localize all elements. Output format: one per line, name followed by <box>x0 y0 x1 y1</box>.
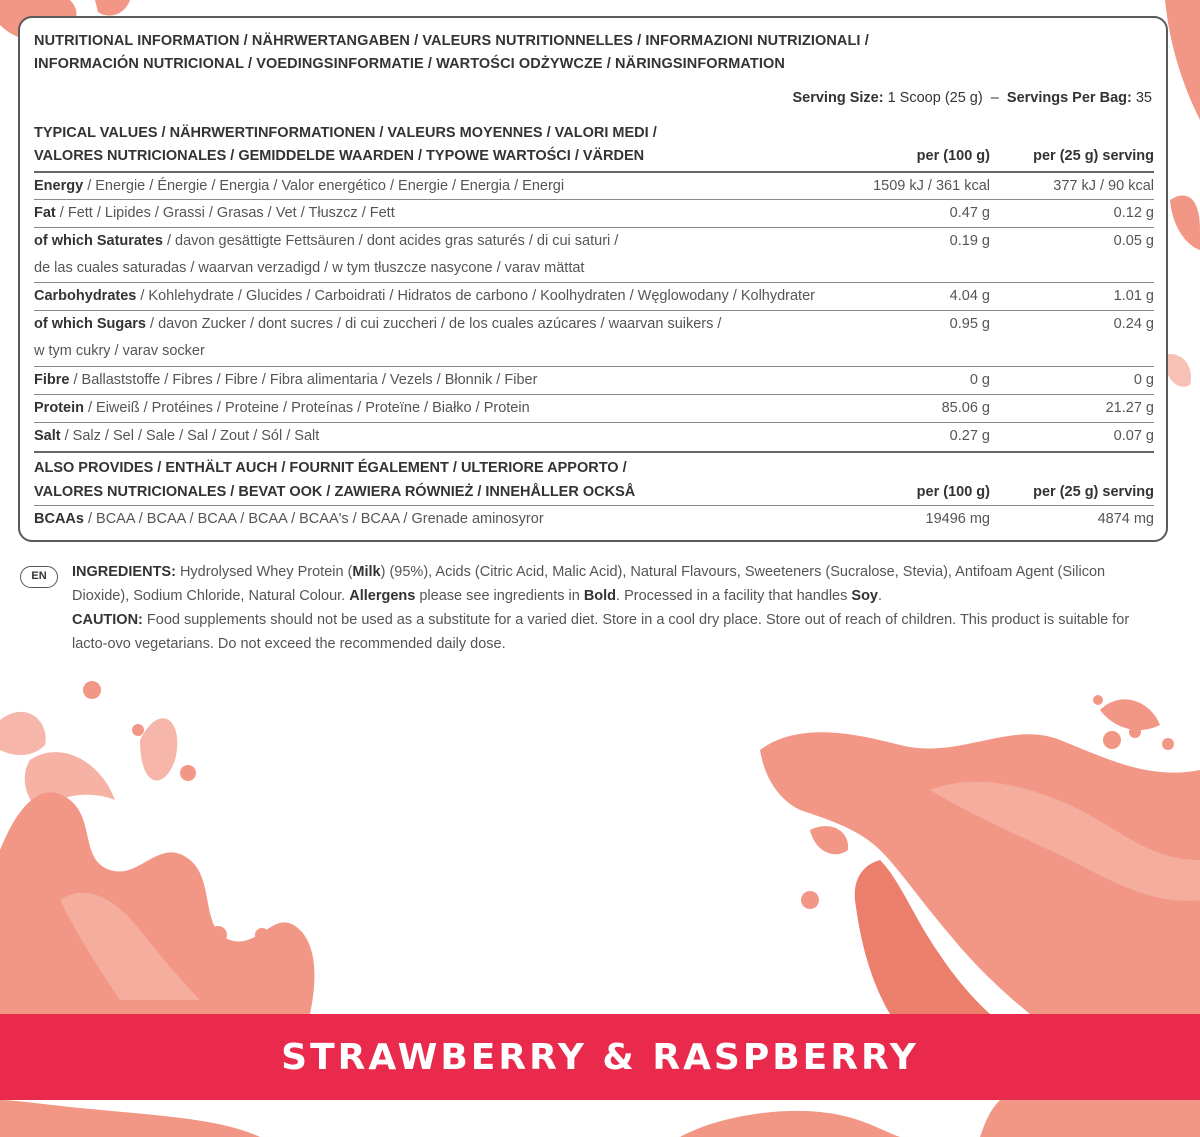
nutrient-per-serving: 0.05 g <box>1113 233 1154 249</box>
allergen-soy: Soy <box>851 588 878 604</box>
nutrient-row-sugars <box>34 310 1154 365</box>
nutrient-per100: 0 g <box>969 372 990 388</box>
ingredients-text-3: please see ingredients in <box>415 588 584 604</box>
nutrient-per-serving: 0.24 g <box>1113 316 1154 332</box>
nutrient-label: Fibre <box>34 372 70 388</box>
column-per-serving: per (25 g) serving <box>1033 148 1154 164</box>
typical-header-line1: TYPICAL VALUES / NÄHRWERTINFORMATIONEN / VALEURS MOYENNES / VALORI MEDI / <box>34 125 657 141</box>
serving-info <box>792 90 1152 106</box>
serving-separator: – <box>990 90 999 106</box>
nutrient-row-energy <box>34 171 1154 200</box>
ingredients-block <box>72 560 1132 656</box>
caution-label: CAUTION: <box>72 612 143 628</box>
nutrient-label: Carbohydrates <box>34 288 137 304</box>
serving-size-value: 1 Scoop (25 g) <box>887 90 983 106</box>
nutrient-per100: 1509 kJ / 361 kcal <box>873 178 990 194</box>
column-per-100g: per (100 g) <box>916 148 990 164</box>
nutrition-heading <box>34 30 1144 76</box>
nutrient-per-serving: 0.12 g <box>1113 205 1154 221</box>
nutrient-per100: 0.27 g <box>949 428 990 444</box>
nutrient-per100: 85.06 g <box>941 400 990 416</box>
bold-word: Bold <box>583 588 617 604</box>
nutrient-translations-line2: w tym cukry / varav socker <box>34 343 205 359</box>
nutrient-translations: / BCAA / BCAA / BCAA / BCAA / BCAA's / BCAA / Grenade aminosyror <box>83 511 544 527</box>
nutrient-translations: / Eiweiß / Protéines / Proteine / Proteínas / Proteïne / Białko / Protein <box>83 400 530 416</box>
nutrient-per-serving: 4874 mg <box>1097 511 1154 527</box>
nutrient-label: Fat <box>34 205 56 221</box>
nutrient-per100: 0.19 g <box>949 233 990 249</box>
ingredients-label: INGREDIENTS: <box>72 564 176 580</box>
nutrient-label: Salt <box>34 428 61 444</box>
nutrient-translations: / Fett / Lipides / Grassi / Grasas / Vet / Tłuszcz / Fett <box>55 205 395 221</box>
nutrient-per-serving: 1.01 g <box>1113 288 1154 304</box>
nutrient-per-serving: 0.07 g <box>1113 428 1154 444</box>
flavor-banner <box>0 1014 1200 1100</box>
nutrient-per-serving: 0 g <box>1133 372 1154 388</box>
nutrient-per100: 0.95 g <box>949 316 990 332</box>
typical-values-header <box>34 122 1154 168</box>
also-provides-header <box>34 451 1154 504</box>
typical-header-line2: VALORES NUTRICIONALES / GEMIDDELDE WAARDEN / TYPOWE WARTOŚCI / VÄRDEN <box>34 148 645 164</box>
also-header-line2: VALORES NUTRICIONALES / BEVAT OOK / ZAWIERA RÓWNIEŻ / INNEHÅLLER OCKSÅ <box>34 484 636 500</box>
ingredients-text-4: . Processed in a facility that handles <box>616 588 852 604</box>
nutrient-per100: 4.04 g <box>949 288 990 304</box>
nutrition-heading-line1: NUTRITIONAL INFORMATION / NÄHRWERTANGABEN / VALEURS NUTRITIONNELLES / INFORMAZIONI NUTRIZIONALI / <box>34 33 869 49</box>
nutrient-label: of which Sugars <box>34 316 146 332</box>
nutrition-panel <box>18 16 1168 542</box>
nutrient-row-salt <box>34 422 1154 450</box>
ingredients-text-1: Hydrolysed Whey Protein ( <box>175 564 353 580</box>
ingredients-text-5: . <box>878 588 883 604</box>
nutrient-translations: / Energie / Énergie / Energia / Valor energético / Energie / Energia / Energi <box>83 178 565 194</box>
nutrient-translations: / davon gesättigte Fettsäuren / dont acides gras saturés / di cui saturi / <box>162 233 619 249</box>
nutrient-row-carbohydrates <box>34 282 1154 310</box>
nutrient-row-protein <box>34 394 1154 422</box>
nutrient-per-serving: 21.27 g <box>1105 400 1154 416</box>
nutrient-label: BCAAs <box>34 511 84 527</box>
nutrient-translations: / Ballaststoffe / Fibres / Fibre / Fibra alimentaria / Vezels / Błonnik / Fiber <box>69 372 538 388</box>
nutrient-per-serving: 377 kJ / 90 kcal <box>1053 178 1154 194</box>
nutrient-row-bcaa <box>34 505 1154 533</box>
also-column-per-100g: per (100 g) <box>916 484 990 500</box>
language-badge-en: EN <box>20 566 58 588</box>
nutrient-per100: 0.47 g <box>949 205 990 221</box>
nutrient-translations: / Kohlehydrate / Glucides / Carboidrati / Hidratos de carbono / Koolhydraten / Węglowodany / Kolhydrater <box>136 288 815 304</box>
nutrition-heading-line2: INFORMACIÓN NUTRICIONAL / VOEDINGSINFORMATIE / WARTOŚCI ODŻYWCZE / NÄRINGSINFORMATION <box>34 56 785 72</box>
nutrient-row-fibre <box>34 366 1154 394</box>
nutrient-label: Protein <box>34 400 84 416</box>
allergens-label: Allergens <box>349 588 416 604</box>
serving-size-label: Serving Size: <box>792 90 884 106</box>
nutrient-translations: / Salz / Sel / Sale / Sal / Zout / Sól / Salt <box>60 428 320 444</box>
ingredients-text-2: ) (95%), Acids (Citric Acid, Malic Acid), Natural Flavours, Sweeteners (Sucralose, Stevia), Antifoam Agent (Silicon Dioxide), Sodium Chloride, Natural Colour. <box>72 564 1106 604</box>
nutrient-translations: / davon Zucker / dont sucres / di cui zuccheri / de los cuales azúcares / waarvan suikers / <box>146 316 722 332</box>
nutrient-row-saturates <box>34 227 1154 282</box>
nutrient-label: of which Saturates <box>34 233 163 249</box>
servings-per-bag-label: Servings Per Bag: <box>1006 90 1132 106</box>
nutrient-translations-line2: de las cuales saturadas / waarvan verzadigd / w tym tłuszcze nasycone / varav mättat <box>34 260 585 276</box>
also-header-line1: ALSO PROVIDES / ENTHÄLT AUCH / FOURNIT ÉGALEMENT / ULTERIORE APPORTO / <box>34 460 627 476</box>
nutrient-row-fat <box>34 199 1154 227</box>
flavor-name: STRAWBERRY & RASPBERRY <box>281 1036 919 1078</box>
allergen-milk: Milk <box>352 564 381 580</box>
servings-per-bag-value: 35 <box>1135 90 1152 106</box>
also-column-per-serving: per (25 g) serving <box>1033 484 1154 500</box>
nutrient-label: Energy <box>34 178 84 194</box>
nutrient-per100: 19496 mg <box>925 511 990 527</box>
caution-text: Food supplements should not be used as a substitute for a varied diet. Store in a cool dry place. Store out of reach of children. This product is suitable for lacto-ovo vegetarians. Do not exceed the recommended daily dose. <box>72 612 1130 652</box>
